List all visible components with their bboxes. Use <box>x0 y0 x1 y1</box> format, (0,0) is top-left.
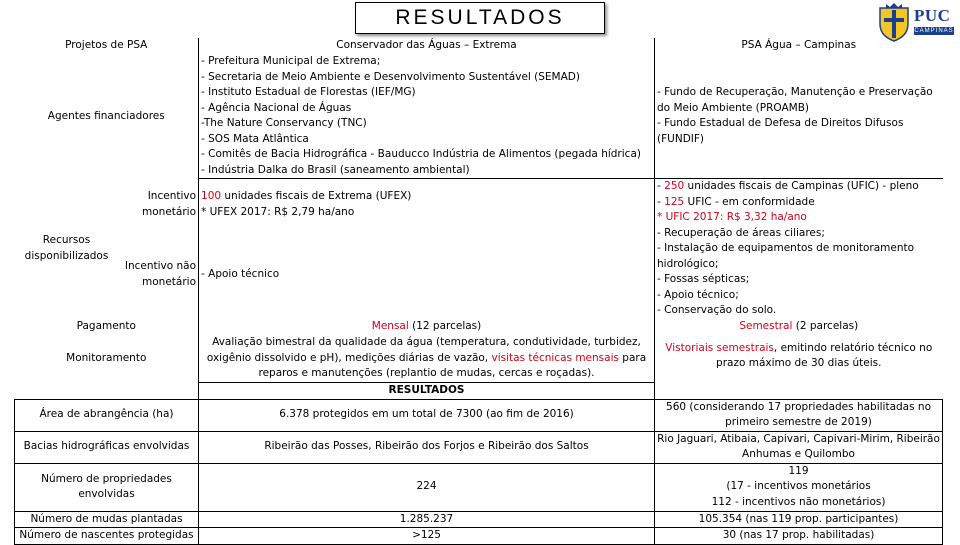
recursos-extrema-monetario <box>199 179 655 231</box>
pagamento-label: Pagamento <box>76 319 136 332</box>
pagamento-extrema-freq: Mensal <box>371 319 409 332</box>
ufic-conformidade <box>657 195 941 211</box>
ufic-pleno <box>657 179 941 195</box>
result-row-mudas <box>15 511 943 528</box>
result-row-propriedades <box>15 463 943 511</box>
result-campinas: 105.354 (nas 119 prop. participantes) <box>655 511 943 528</box>
agente-item: - Fundo Estadual de Defesa de Direitos Difusos (FUNDIF) <box>657 117 904 145</box>
campinas-recurso-item: - Recuperação de áreas ciliares; <box>657 226 825 239</box>
campinas-recurso-item: - Fossas sépticas; <box>657 273 750 285</box>
ufic-value: * UFIC 2017: R$ 3,32 ha/ano <box>657 211 807 223</box>
result-campinas-line: 119 <box>788 464 809 477</box>
ufex-count: 100 <box>201 190 222 203</box>
logo-subtitle: CAMPINAS <box>914 28 954 34</box>
recursos-extrema-nao-monetario: - Apoio técnico <box>199 231 655 319</box>
monitoramento-campinas-text: , emitindo relatório técnico no prazo máximo de 30 dias úteis. <box>716 341 933 369</box>
ufex-text: unidades fiscais de Extrema (UFEX) <box>221 190 412 203</box>
incentivo-monetario-label: Incentivo monetário <box>142 190 197 218</box>
resultados-header-row <box>15 383 943 400</box>
dash: - <box>657 195 665 208</box>
result-extrema: 224 <box>199 463 655 511</box>
agente-item: - Indústria Dalka do Brasil (saneamento ambiental) <box>201 163 470 176</box>
agente-item: - Comitês de Bacia Hidrográfica - Bauducco Indústria de Alimentos (pegada hídrica) <box>201 148 641 160</box>
result-campinas: Rio Jaguari, Atibaia, Capivari, Capivari-Mirim, Ribeirão Anhumas e Quilombo <box>655 431 943 463</box>
result-label: Bacias hidrográficas envolvidas <box>15 431 199 463</box>
pagamento-extrema-parcelas: (12 parcelas) <box>408 319 482 332</box>
ufic-pleno-count: 250 <box>664 180 685 192</box>
header-campinas: PSA Água – Campinas <box>741 39 857 52</box>
agentes-campinas <box>655 54 943 179</box>
crest-icon <box>876 2 912 42</box>
agente-item: - Secretaria de Meio Ambiente e Desenvolvimento Sustentável (SEMAD) <box>201 70 580 83</box>
ufic-conformidade-text: UFIC - em conformidade <box>684 195 815 208</box>
result-campinas-line: (17 - incentivos monetários <box>726 480 871 493</box>
spacer <box>15 383 199 400</box>
monitoramento-extrema <box>199 335 655 383</box>
result-row-nascentes <box>15 528 943 545</box>
campinas-recurso-item: - Conservação do solo. <box>657 304 777 316</box>
result-row-area <box>15 399 943 431</box>
recursos-monetario-row <box>15 179 943 231</box>
recursos-campinas <box>655 179 943 319</box>
campinas-recurso-item: - Instalação de equipamentos de monitoramento hidrológico; <box>657 242 915 270</box>
result-label: Número de propriedades envolvidas <box>15 463 199 511</box>
result-label: Número de mudas plantadas <box>15 511 199 528</box>
header-extrema: Conservador das Águas – Extrema <box>199 38 655 54</box>
agente-item: - Agência Nacional de Águas <box>201 101 352 114</box>
dash: - <box>657 180 665 192</box>
logo-text: PUC <box>914 6 951 25</box>
result-label: Área de abrangência (ha) <box>15 399 199 431</box>
results-table <box>14 38 943 545</box>
ufex-line <box>201 189 652 205</box>
monitoramento-extrema-visitas: visitas técnicas mensais <box>491 351 619 364</box>
result-campinas: 560 (considerando 17 propriedades habilitadas no primeiro semestre de 2019) <box>655 399 943 431</box>
result-label: Número de nascentes protegidas <box>15 528 199 545</box>
result-row-bacias <box>15 431 943 463</box>
agentes-extrema <box>199 54 655 179</box>
ufex-value: * UFEX 2017: R$ 2,79 ha/ano <box>201 205 355 218</box>
agente-item: - SOS Mata Atlântica <box>201 132 309 145</box>
monitoramento-extrema-end: para reparos e manutenções (replantio de mudas, cercas e roçadas). <box>258 351 647 379</box>
pagamento-campinas-freq: Semestral <box>739 319 793 332</box>
pagamento-campinas-parcelas: (2 parcelas) <box>792 319 859 332</box>
monitoramento-label: Monitoramento <box>66 351 147 364</box>
result-campinas: 30 (nas 17 prop. habilitadas) <box>655 528 943 545</box>
result-extrema: 6.378 protegidos em um total de 7300 (ao fim de 2016) <box>199 399 655 431</box>
recursos-label: Recursos disponibilizados <box>24 234 109 262</box>
agentes-label: Agentes financiadores <box>47 109 165 122</box>
slide-title: RESULTADOS <box>395 6 565 29</box>
resultados-header: RESULTADOS <box>199 383 655 400</box>
incentivo-nao-monetario-label: Incentivo não monetário <box>124 260 197 288</box>
title-box <box>355 2 605 34</box>
agente-item: -The Nature Conservancy (TNC) <box>201 117 367 129</box>
campinas-recurso-item: - Apoio técnico; <box>657 288 739 301</box>
result-campinas <box>655 463 943 511</box>
result-extrema: 1.285.237 <box>199 511 655 528</box>
monitoramento-row <box>15 335 943 383</box>
result-extrema: >125 <box>199 528 655 545</box>
pagamento-campinas <box>655 319 943 335</box>
agente-item: - Prefeitura Municipal de Extrema; <box>201 55 381 67</box>
header-projetos: Projetos de PSA <box>65 39 148 52</box>
ufic-pleno-text: unidades fiscais de Campinas (UFIC) - pleno <box>684 180 919 192</box>
pagamento-row <box>15 319 943 335</box>
header-row <box>15 38 943 54</box>
monitoramento-campinas-vistorias: Vistoriais semestrais <box>665 341 774 354</box>
result-extrema: Ribeirão das Posses, Ribeirão dos Forjos e Ribeirão dos Saltos <box>199 431 655 463</box>
agente-item: - Fundo de Recuperação, Manutenção e Preservação do Meio Ambiente (PROAMB) <box>657 86 933 114</box>
result-campinas-line: 112 - incentivos não monetários) <box>711 495 886 508</box>
spacer <box>655 383 943 400</box>
ufic-conformidade-count: 125 <box>664 195 685 208</box>
agente-item: - Instituto Estadual de Florestas (IEF/MG) <box>201 86 416 98</box>
monitoramento-campinas <box>655 335 943 383</box>
pagamento-extrema <box>199 319 655 335</box>
agentes-row <box>15 54 943 179</box>
monitoramento-extrema-text: Avaliação bimestral da qualidade da água (temperatura, condutividade, turbidez, oxigênio dissolvido e pH), medições diárias de vazão, <box>206 336 641 364</box>
